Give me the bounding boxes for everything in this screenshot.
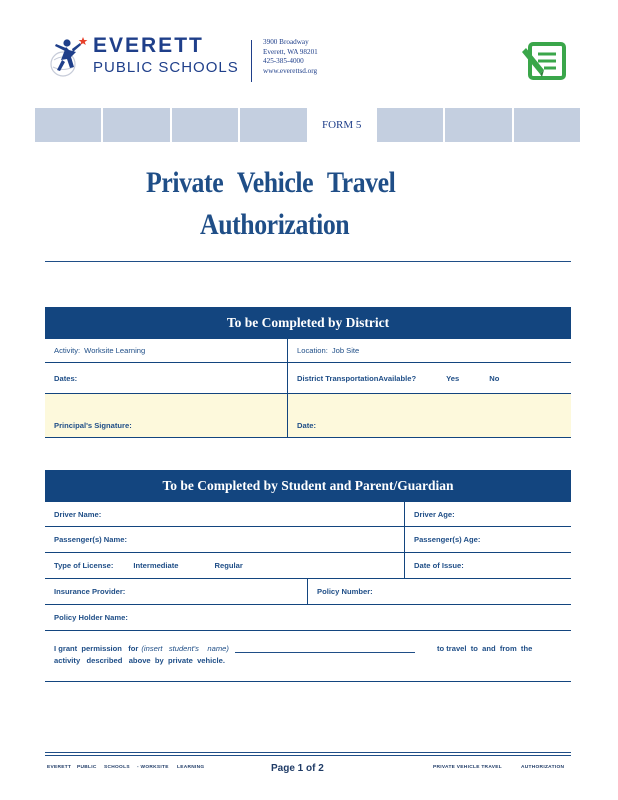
license-type-field — [45, 553, 404, 578]
form-number-label: FORM 5 — [309, 108, 375, 142]
logo-wordmark-bottom: PUBLIC SCHOOLS — [93, 59, 239, 76]
district-section-heading: To be Completed by District — [45, 307, 571, 339]
address-street: 3900 Broadway — [263, 38, 309, 46]
signature-row — [45, 394, 571, 438]
principal-date-field[interactable] — [288, 394, 571, 437]
page-title-line1 — [146, 166, 395, 200]
passenger-age-label: Passenger(s) Age: — [414, 535, 481, 544]
footer-left-text: LEARNING — [177, 765, 205, 770]
tab-block — [514, 108, 580, 142]
student-name-input-line[interactable] — [235, 643, 415, 653]
footer-right-text: PRIVATE VEHICLE TRAVEL — [433, 765, 502, 770]
tab-block — [103, 108, 169, 142]
activity-value: Worksite Learning — [84, 346, 146, 355]
tab-block — [377, 108, 443, 142]
dates-label: Dates: — [54, 373, 78, 383]
student-section — [45, 470, 571, 682]
activity-field[interactable] — [45, 339, 287, 362]
district-section — [45, 307, 571, 438]
policy-holder-field[interactable] — [45, 605, 571, 630]
permission-suffix: to travel to and from the — [436, 644, 533, 653]
date-of-issue-field[interactable] — [405, 553, 571, 578]
location-value: Job Site — [331, 346, 360, 355]
title-word: Private — [146, 166, 224, 199]
driver-age-label: Driver Age: — [414, 509, 455, 519]
passenger-row — [45, 527, 571, 553]
date-of-issue-label: Date of Issue: — [414, 561, 464, 570]
policy-number-label: Policy Number: — [317, 587, 373, 596]
passenger-name-label: Passenger(s) Name: — [54, 535, 128, 544]
footer-left-text: EVERETT — [47, 765, 72, 770]
page-number: Page 1 of 2 — [271, 763, 324, 774]
header-divider — [251, 40, 252, 82]
passenger-name-field[interactable] — [45, 527, 404, 552]
form-pencil-icon — [520, 40, 570, 82]
license-type-label: Type of License: — [54, 561, 114, 570]
footer-rule — [45, 752, 571, 753]
transport-field — [288, 363, 571, 393]
footer-left-text: SCHOOLS — [104, 765, 130, 770]
activity-label: Activity: — [54, 346, 81, 355]
principal-date-label: Date: — [297, 421, 316, 430]
principal-signature-label: Principal's Signature: — [54, 421, 132, 430]
permission-row — [45, 631, 571, 682]
driver-row — [45, 502, 571, 527]
title-word: Travel — [326, 166, 396, 199]
activity-row — [45, 339, 571, 363]
district-address — [263, 38, 318, 76]
page-title-line2: Authorization — [200, 208, 350, 241]
tab-block — [172, 108, 238, 142]
insurance-row — [45, 579, 571, 605]
title-rule — [45, 261, 571, 262]
location-label: Location: — [297, 346, 328, 355]
logo-wordmark-top: EVERETT — [93, 34, 204, 57]
policy-holder-label: Policy Holder Name: — [54, 613, 128, 622]
license-row — [45, 553, 571, 579]
insurance-provider-field[interactable] — [45, 579, 307, 604]
footer-rule — [45, 755, 571, 756]
address-phone: 425-385-4000 — [263, 57, 304, 66]
policy-number-field[interactable] — [308, 579, 571, 604]
student-section-heading: To be Completed by Student and Parent/Guardian — [45, 470, 571, 502]
header-tab-strip — [35, 108, 580, 142]
passenger-age-field[interactable] — [405, 527, 571, 552]
district-logo-icon — [50, 34, 90, 82]
license-intermediate-option[interactable]: Intermediate — [133, 561, 179, 570]
footer-left-text: - WORKSITE — [137, 765, 169, 770]
footer-right-text: AUTHORIZATION — [521, 765, 565, 770]
transport-label: District TransportationAvailable? — [297, 373, 417, 383]
permission-prefix: I grant permission for — [54, 644, 139, 653]
dates-row — [45, 363, 571, 394]
principal-signature-field[interactable] — [45, 394, 287, 437]
dates-field[interactable] — [45, 363, 287, 393]
footer-left-text: PUBLIC — [77, 765, 97, 770]
location-field[interactable] — [288, 339, 571, 362]
title-word: Vehicle — [236, 166, 314, 199]
address-city: Everett, WA 98201 — [263, 47, 318, 56]
permission-line2: activity described above by private vehicle. — [54, 656, 225, 665]
transport-no-option[interactable]: No — [489, 373, 500, 383]
driver-name-field[interactable] — [45, 502, 404, 526]
driver-name-label: Driver Name: — [54, 509, 102, 519]
tab-block — [35, 108, 101, 142]
policy-holder-row — [45, 605, 571, 631]
insurance-provider-label: Insurance Provider: — [54, 587, 126, 596]
tab-block — [240, 108, 306, 142]
permission-statement — [54, 643, 564, 665]
permission-insert-hint: (insert student's name) — [141, 644, 229, 653]
tab-block — [445, 108, 511, 142]
license-regular-option[interactable]: Regular — [214, 561, 243, 570]
address-website: www.everettsd.org — [263, 66, 318, 75]
driver-age-field[interactable] — [405, 502, 571, 526]
transport-yes-option[interactable]: Yes — [446, 373, 460, 383]
